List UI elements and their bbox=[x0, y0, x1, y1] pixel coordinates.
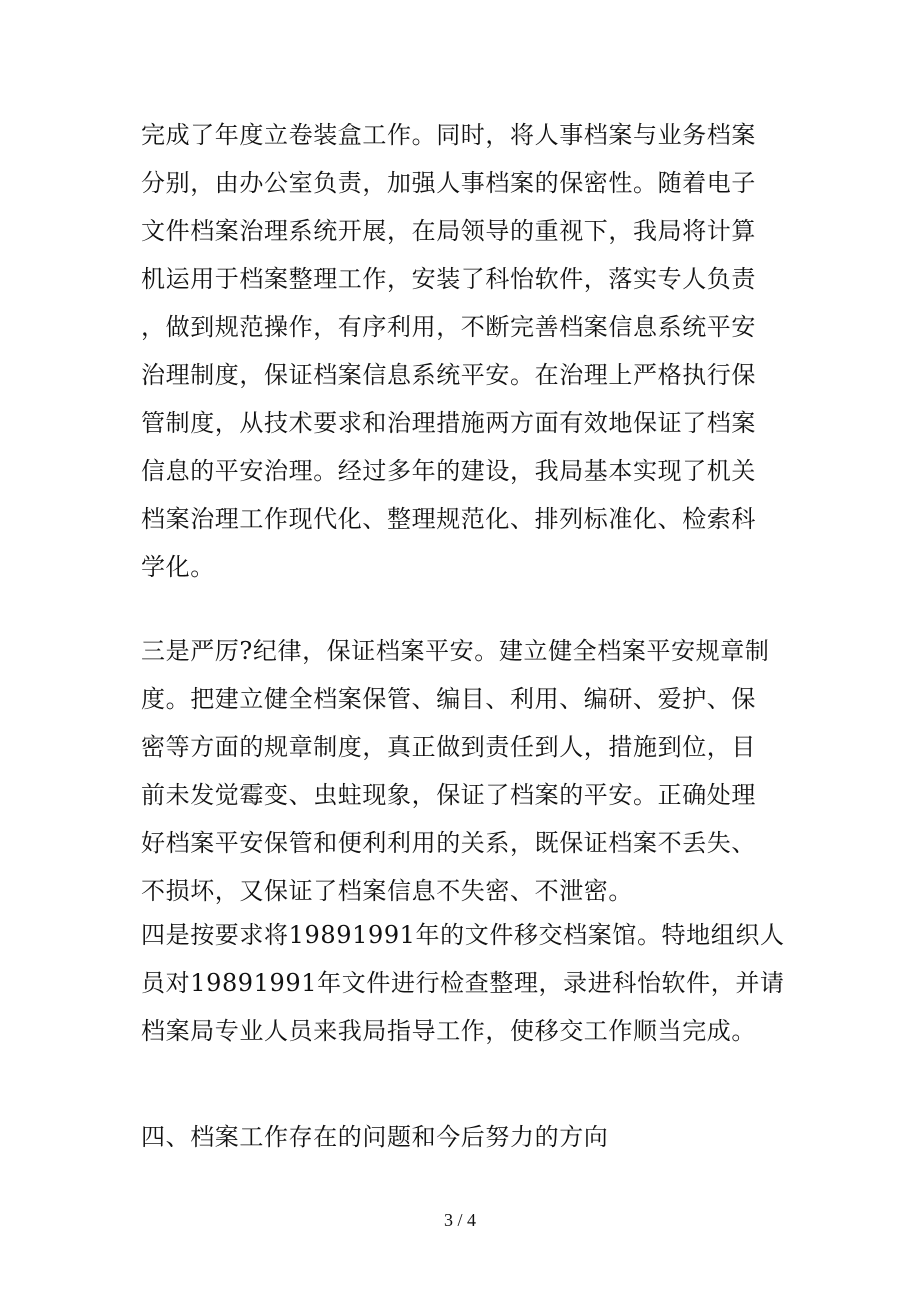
page-number: 3 / 4 bbox=[443, 1210, 476, 1230]
text-line: 治理制度，保证档案信息系统平安。在治理上严格执行保 bbox=[141, 361, 756, 389]
text-line: 前未发觉霉变、虫蛀现象，保证了档案的平安。正确处理 bbox=[141, 781, 756, 809]
text-line: 信息的平安治理。经过多年的建设，我局基本实现了机关 bbox=[141, 457, 756, 485]
text-line: 机运用于档案整理工作，安装了科怡软件，落实专人负责 bbox=[141, 265, 756, 293]
text-line: 档案治理工作现代化、整理规范化、排列标准化、检索科 bbox=[141, 505, 756, 533]
paragraph-point-three bbox=[141, 627, 781, 915]
text-line: 度。把建立健全档案保管、编目、利用、编研、爱护、保 bbox=[141, 685, 756, 713]
text-line: 密等方面的规章制度，真正做到责任到人，措施到位，目 bbox=[141, 733, 756, 761]
text-line: 文件档案治理系统开展，在局领导的重视下，我局将计算 bbox=[141, 217, 756, 245]
paragraph-archive-management bbox=[141, 111, 781, 591]
text-line: 完成了年度立卷装盒工作。同时，将人事档案与业务档案 bbox=[141, 121, 756, 149]
text-line: 四是按要求将19891991年的文件移交档案馆。特地组织人 bbox=[141, 921, 785, 949]
paragraph-point-four bbox=[141, 911, 785, 1055]
text-line: 不损坏，又保证了档案信息不失密、不泄密。 bbox=[141, 877, 633, 905]
text-line: 三是严厉?纪律，保证档案平安。建立健全档案平安规章制 bbox=[141, 637, 770, 665]
heading-text: 四、档案工作存在的问题和今后努力的方向 bbox=[141, 1123, 609, 1151]
text-line: 档案局专业人员来我局指导工作，使移交工作顺当完成。 bbox=[141, 1017, 756, 1045]
text-line: 员对19891991年文件进行检查整理，录进科怡软件，并请 bbox=[141, 969, 785, 997]
text-line: 分别，由办公室负责，加强人事档案的保密性。随着电子 bbox=[141, 169, 756, 197]
text-line: 学化。 bbox=[141, 553, 215, 581]
section-heading bbox=[141, 1113, 781, 1161]
text-line: 管制度，从技术要求和治理措施两方面有效地保证了档案 bbox=[141, 409, 756, 437]
text-line: 好档案平安保管和便利利用的关系，既保证档案不丢失、 bbox=[141, 829, 756, 857]
text-line: ，做到规范操作，有序利用，不断完善档案信息系统平安 bbox=[141, 313, 756, 341]
